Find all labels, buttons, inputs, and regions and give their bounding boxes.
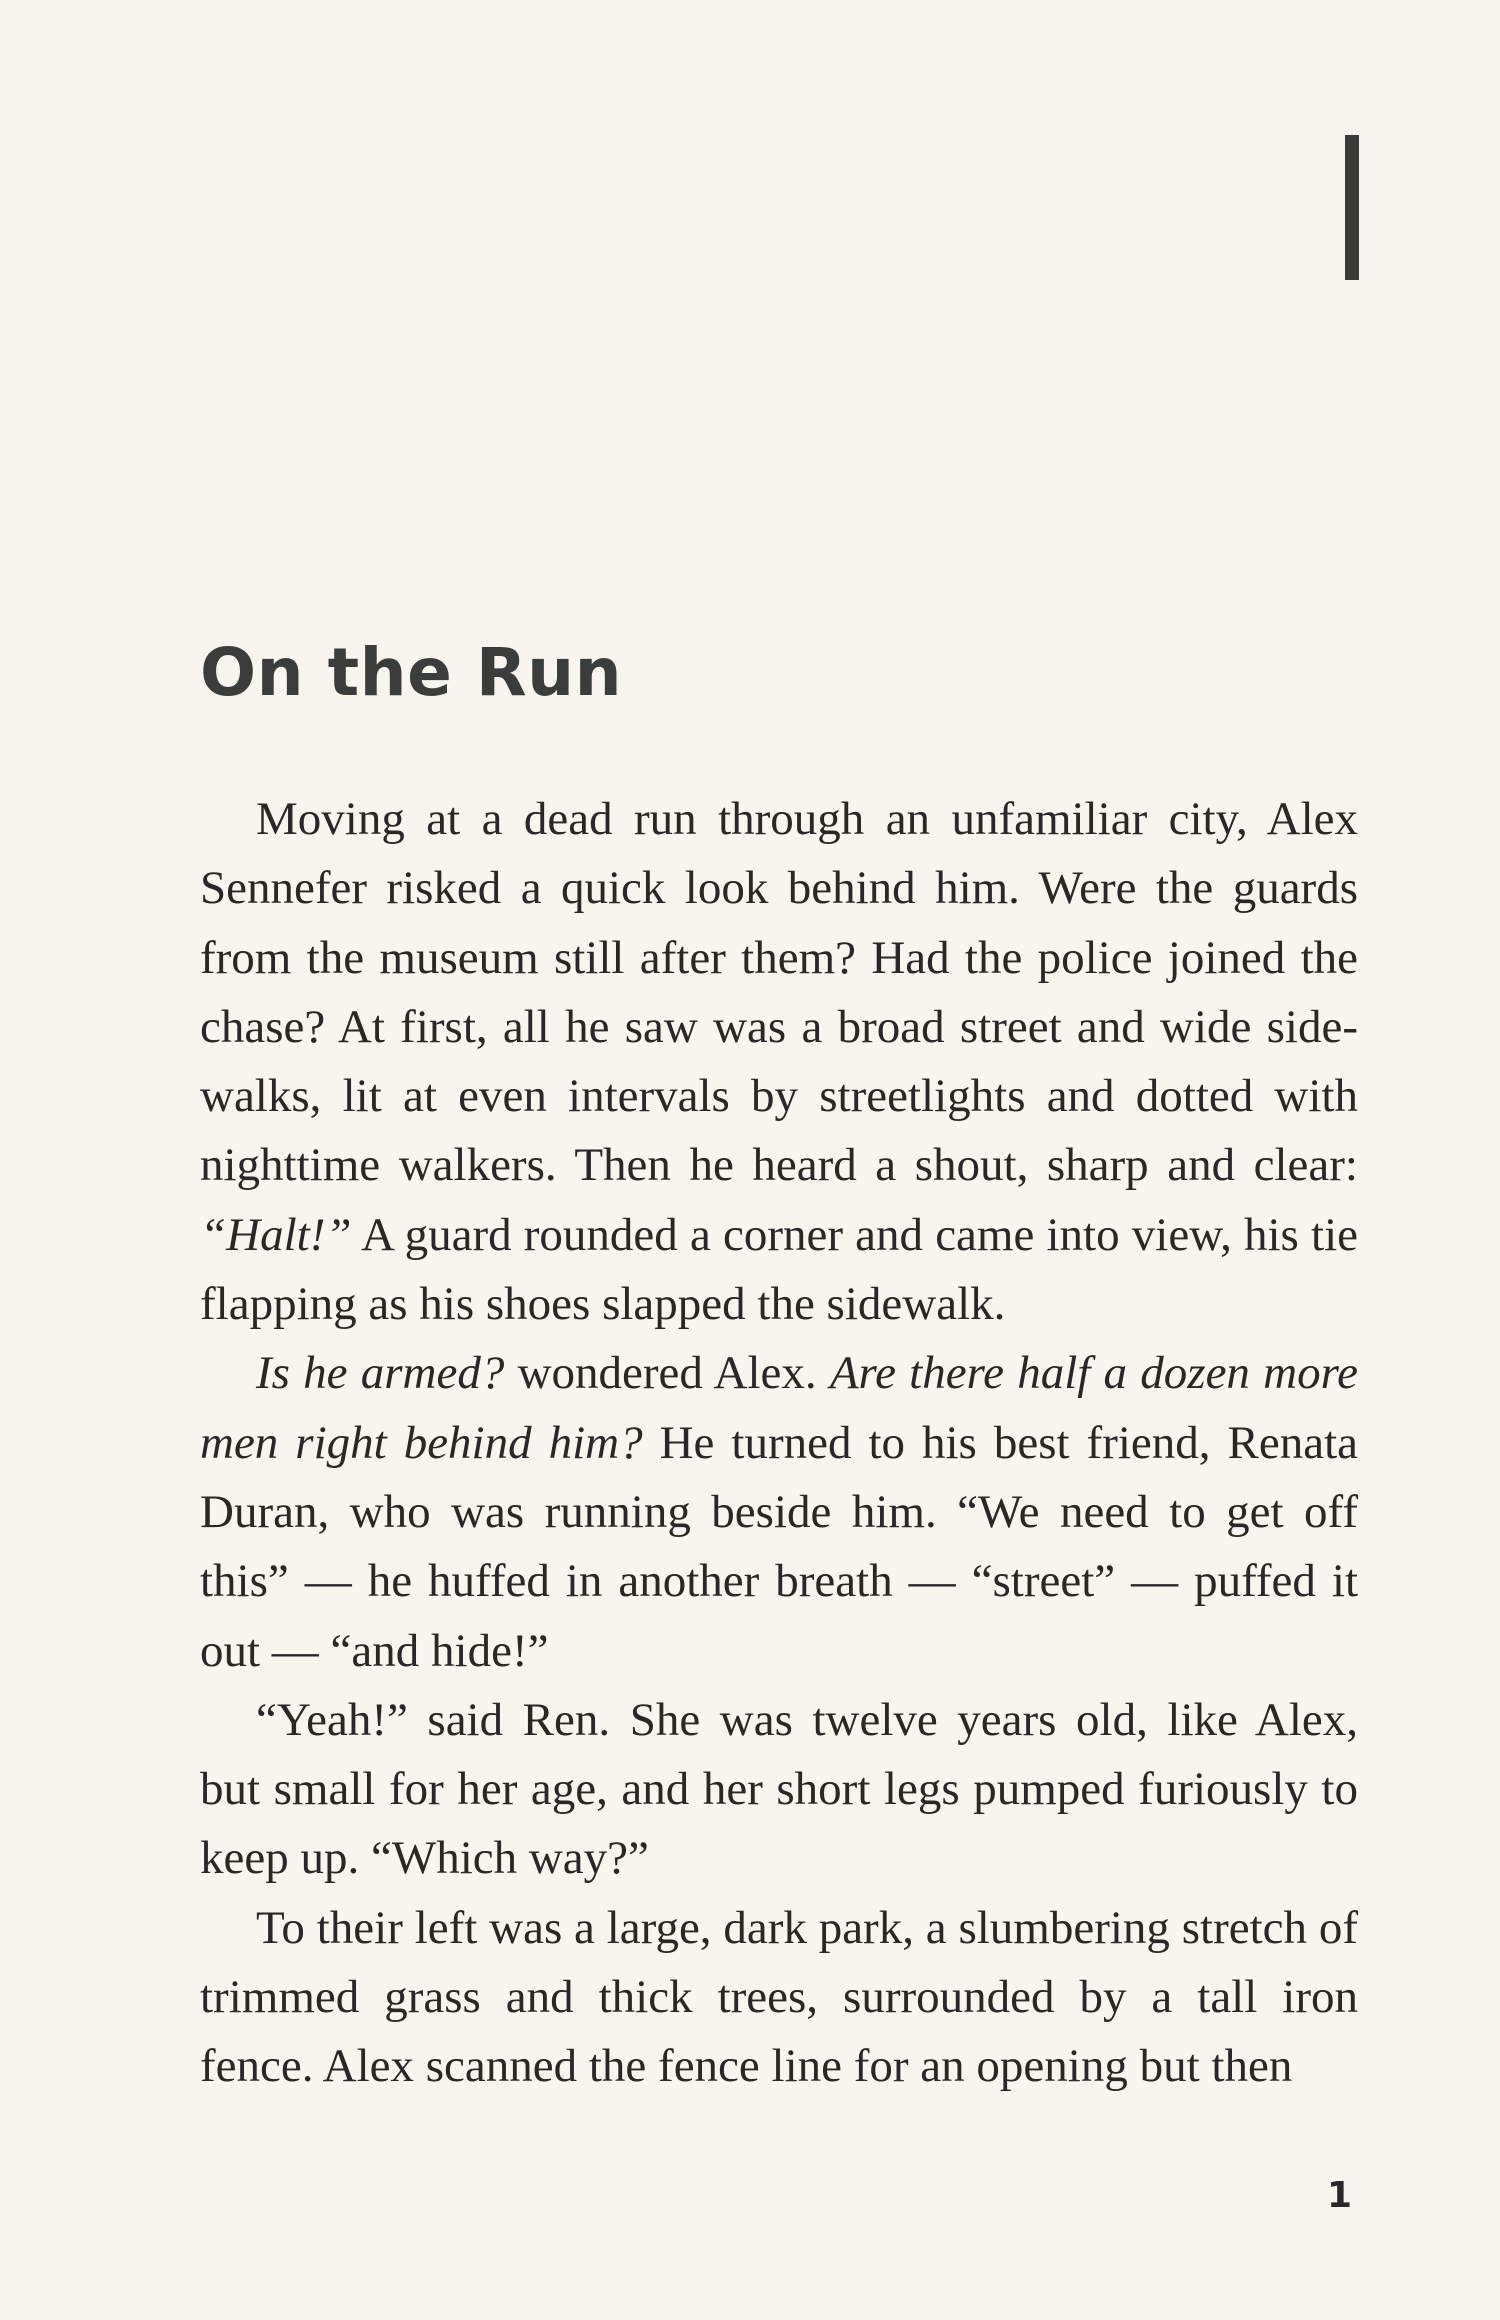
paragraph-italic-text: “Halt!”	[200, 1208, 352, 1261]
paragraph-3	[200, 1686, 1358, 1894]
paragraph-text: “Yeah!” said Ren. She was twelve years old, like Alex, but small for her age, and her short legs pumped furiously to keep up. “Which way?”	[200, 1693, 1358, 1885]
paragraph-italic-text: Are there half a dozen more men right behind him?	[200, 1347, 1358, 1469]
paragraph-2	[200, 1339, 1358, 1685]
page-number: 1	[1326, 2175, 1352, 2216]
body-text	[200, 785, 1358, 2102]
paragraph-text: He turned to his best friend, Renata Duran, who was running beside him. “We need to get off this” — he huffed in another breath — “street” — puffed it out — “and hide!”	[200, 1416, 1358, 1677]
chapter-title: On the Run	[200, 634, 623, 711]
chapter-number-mark	[1345, 135, 1359, 280]
paragraph-text: To their left was a large, dark park, a slumbering stretch of trimmed grass and thick trees, surrounded by a tall iron fence. Alex scanned the fence line for an opening but then	[200, 1901, 1358, 2093]
paragraph-italic-text: Is he armed?	[256, 1347, 505, 1400]
paragraph-4	[200, 1894, 1358, 2102]
paragraph-text: wondered Alex.	[504, 1347, 830, 1400]
paragraph-text: Moving at a dead run through an unfamiliar city, Alex Sennefer risked a quick look behind him. Were the guards from the museum still after them? Had the police joined the chase? At first, all he saw was a broad street and wide side-walks, lit at even intervals by streetlights and dotted with nighttime walkers. Then he heard a shout, sharp and clear:	[200, 793, 1358, 1192]
paragraph-text: A guard rounded a corner and came into view, his tie flapping as his shoes slapped the sidewalk.	[200, 1208, 1358, 1331]
paragraph-1	[200, 785, 1358, 1339]
